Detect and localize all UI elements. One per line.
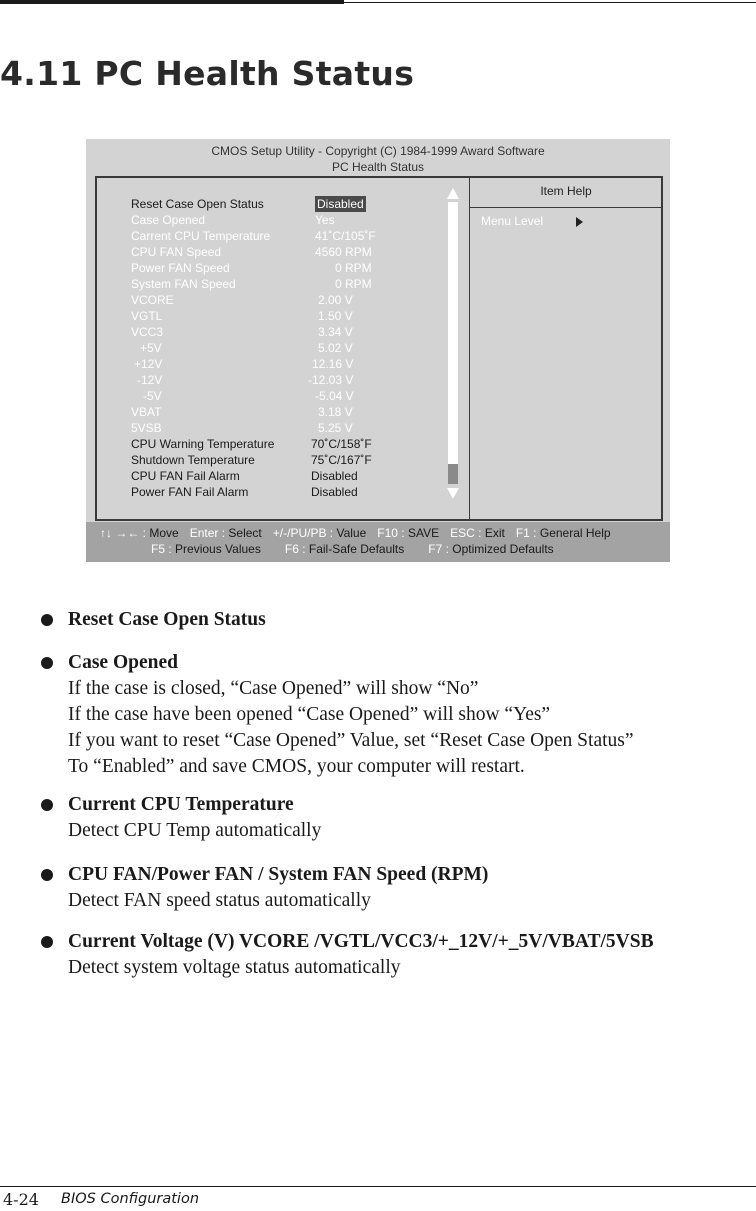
setting-label: Shutdown Temperature xyxy=(131,453,255,467)
bios-main-frame xyxy=(95,176,663,521)
item-help-panel xyxy=(469,178,662,519)
key-description: Exit xyxy=(484,526,505,540)
setting-value[interactable]: 5.25 V xyxy=(318,421,353,435)
key-separator: : xyxy=(298,542,309,556)
setting-label: Power FAN Speed xyxy=(131,261,230,275)
setting-value[interactable]: Disabled xyxy=(311,469,358,483)
setting-value[interactable]: 12.16 V xyxy=(312,357,354,371)
setting-value[interactable]: 0 RPM xyxy=(335,261,372,275)
setting-value[interactable]: 0 RPM xyxy=(335,277,372,291)
setting-value[interactable]: 41˚C/105˚F xyxy=(315,229,376,243)
scroll-track[interactable] xyxy=(448,202,458,484)
setting-row[interactable] xyxy=(97,308,469,324)
key-hint xyxy=(100,526,179,540)
setting-label: VCC3 xyxy=(131,325,164,339)
settings-list xyxy=(97,178,469,519)
scroll-thumb[interactable] xyxy=(448,464,458,484)
key-description: Previous Values xyxy=(175,542,261,556)
setting-value[interactable]: 70˚C/158˚F xyxy=(311,437,372,451)
bullet-dot-icon xyxy=(41,936,53,948)
key-hint xyxy=(428,542,553,556)
setting-row[interactable] xyxy=(97,324,469,340)
setting-row[interactable] xyxy=(97,276,469,292)
description-text: Detect CPU Temp automatically xyxy=(68,820,322,841)
key-hint xyxy=(151,542,261,556)
setting-row[interactable] xyxy=(97,196,469,212)
setting-row[interactable] xyxy=(97,244,469,260)
description-heading: Current CPU Temperature xyxy=(68,794,294,815)
key-name: F1 xyxy=(515,526,530,540)
setting-row[interactable] xyxy=(97,452,469,468)
key-hint xyxy=(516,526,611,540)
key-hint xyxy=(450,526,505,540)
setting-label: Reset Case Open Status xyxy=(131,197,264,211)
key-description: Value xyxy=(336,526,367,540)
setting-label: CPU FAN Fail Alarm xyxy=(131,469,240,483)
setting-label: System FAN Speed xyxy=(131,277,236,291)
footer-rule xyxy=(0,1186,756,1187)
key-separator: : xyxy=(218,526,229,540)
setting-value[interactable]: 3.18 V xyxy=(318,405,353,419)
key-description: General Help xyxy=(539,526,611,540)
setting-row[interactable] xyxy=(97,420,469,436)
setting-row[interactable] xyxy=(97,436,469,452)
setting-label: VBAT xyxy=(131,405,162,419)
setting-row[interactable] xyxy=(97,388,469,404)
key-legend xyxy=(86,522,670,562)
setting-row[interactable] xyxy=(97,372,469,388)
top-rule xyxy=(0,0,344,4)
key-legend-line-1 xyxy=(100,525,622,541)
description-text: Detect FAN speed status automatically xyxy=(68,890,371,911)
menu-level-arrow-icon xyxy=(576,217,583,227)
setting-row[interactable] xyxy=(97,292,469,308)
page-title: 4.11 PC Health Status xyxy=(0,54,415,93)
bullet-dot-icon xyxy=(41,799,53,811)
setting-row[interactable] xyxy=(97,228,469,244)
key-description: SAVE xyxy=(407,526,440,540)
scroll-up-arrow-icon[interactable] xyxy=(447,188,459,199)
setting-label: 5VSB xyxy=(131,421,162,435)
bios-screenshot xyxy=(86,139,670,562)
setting-row[interactable] xyxy=(97,404,469,420)
key-name: F10 xyxy=(377,526,398,540)
key-hint xyxy=(190,526,262,540)
key-description: Select xyxy=(228,526,262,540)
key-legend-line-2 xyxy=(151,541,578,557)
setting-label: -12V xyxy=(137,373,163,387)
setting-label: Case Opened xyxy=(131,213,206,227)
setting-row[interactable] xyxy=(97,260,469,276)
bullet-dot-icon xyxy=(41,614,53,626)
setting-label: -5V xyxy=(143,389,162,403)
key-name: ESC xyxy=(450,526,475,540)
setting-label: +12V xyxy=(134,357,163,371)
setting-label: VGTL xyxy=(131,309,163,323)
description-heading: Current Voltage (V) VCORE /VGTL/VCC3/+_12V/+_5V/VBAT/5VSB xyxy=(68,931,654,952)
description-text: If you want to reset “Case Opened” Value, set “Reset Case Open Status” xyxy=(68,730,634,751)
setting-value[interactable]: 5.02 V xyxy=(318,341,353,355)
key-separator: : xyxy=(529,526,540,540)
help-divider xyxy=(470,207,662,208)
bios-screen-title: PC Health Status xyxy=(331,160,425,174)
setting-row[interactable] xyxy=(97,484,469,500)
setting-label: VCORE xyxy=(131,293,174,307)
setting-value[interactable]: Disabled xyxy=(317,197,364,211)
key-description: Fail-Safe Defaults xyxy=(308,542,405,556)
page-number: 4-24 xyxy=(3,1190,39,1209)
description-text: To “Enabled” and save CMOS, your computer will restart. xyxy=(68,756,525,777)
setting-value[interactable]: Disabled xyxy=(311,485,358,499)
setting-value[interactable]: 1.50 V xyxy=(318,309,353,323)
setting-value[interactable]: 4560 RPM xyxy=(315,245,372,259)
key-name: F7 xyxy=(428,542,443,556)
setting-value[interactable]: -5.04 V xyxy=(315,389,354,403)
key-description: Move xyxy=(149,526,179,540)
key-separator: : xyxy=(397,526,408,540)
key-separator: : xyxy=(326,526,337,540)
key-name: F5 xyxy=(151,542,166,556)
description-text: If the case is closed, “Case Opened” will show “No” xyxy=(68,678,479,699)
menu-level-label: Menu Level xyxy=(481,214,544,228)
key-description: Optimized Defaults xyxy=(452,542,554,556)
setting-row[interactable] xyxy=(97,212,469,228)
setting-row[interactable] xyxy=(97,468,469,484)
key-separator: : xyxy=(442,542,453,556)
setting-value[interactable]: Yes xyxy=(315,213,335,227)
setting-row[interactable] xyxy=(97,356,469,372)
bullet-dot-icon xyxy=(41,657,53,669)
description-heading: CPU FAN/Power FAN / System FAN Speed (RPM) xyxy=(68,864,489,885)
setting-label: Power FAN Fail Alarm xyxy=(131,485,249,499)
setting-label: CPU FAN Speed xyxy=(131,245,222,259)
setting-value[interactable]: -12.03 V xyxy=(308,373,354,387)
setting-value[interactable]: 75˚C/167˚F xyxy=(311,453,372,467)
bios-copyright: CMOS Setup Utility - Copyright (C) 1984-1999 Award Software xyxy=(211,144,545,158)
bullet-dot-icon xyxy=(41,869,53,881)
setting-label: CPU Warning Temperature xyxy=(131,437,275,451)
key-separator: : xyxy=(165,542,176,556)
key-separator: : xyxy=(474,526,485,540)
description-heading: Case Opened xyxy=(68,652,178,673)
scrollbar[interactable] xyxy=(447,188,459,498)
key-name: F6 xyxy=(284,542,299,556)
setting-value[interactable]: 2.00 V xyxy=(318,293,353,307)
bios-header xyxy=(86,143,670,175)
description-text: Detect system voltage status automatically xyxy=(68,957,401,978)
footer-section-name: BIOS Configuration xyxy=(61,1191,200,1207)
key-hint xyxy=(285,542,404,556)
setting-value[interactable]: 3.34 V xyxy=(318,325,353,339)
scroll-down-arrow-icon[interactable] xyxy=(447,488,459,499)
key-name: Enter xyxy=(189,526,219,540)
key-hint xyxy=(273,526,367,540)
setting-label: Carrent CPU Temperature xyxy=(131,229,271,243)
key-name: +/-/PU/PB xyxy=(272,526,327,540)
setting-label: +5V xyxy=(140,341,162,355)
description-text: If the case have been opened “Case Opened” will show “Yes” xyxy=(68,704,551,725)
key-separator: : xyxy=(139,526,150,540)
key-hint xyxy=(377,526,439,540)
description-heading: Reset Case Open Status xyxy=(68,609,266,630)
item-help-title: Item Help xyxy=(540,184,592,198)
top-rule-thin xyxy=(344,2,756,3)
key-name: ↑↓ →← xyxy=(100,526,140,540)
setting-row[interactable] xyxy=(97,340,469,356)
